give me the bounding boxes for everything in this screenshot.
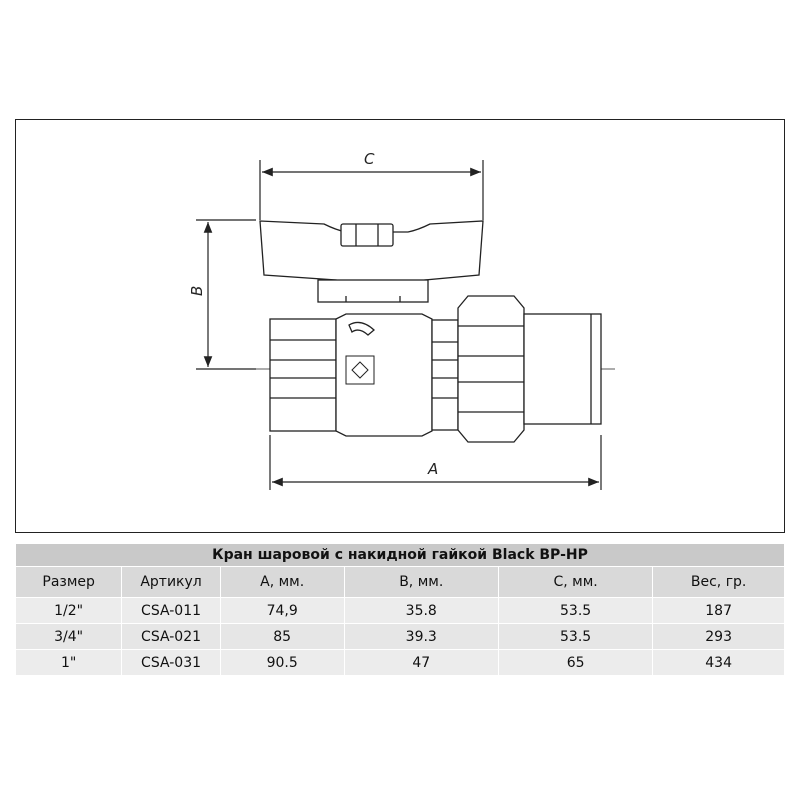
header-a-mm: A, мм. <box>220 567 344 598</box>
handle-nut <box>341 224 393 246</box>
cell-b: 47 <box>344 650 498 676</box>
table-title: Кран шаровой с накидной гайкой Black BP-HP <box>16 544 785 567</box>
header-size: Размер <box>16 567 122 598</box>
cell-b: 39.3 <box>344 624 498 650</box>
cell-c: 53.5 <box>498 624 652 650</box>
valve-stem <box>318 280 428 302</box>
cell-b: 35.8 <box>344 598 498 624</box>
left-body-section <box>270 319 336 431</box>
table-header-row <box>16 567 785 598</box>
dim-a-label: A <box>428 460 439 478</box>
cell-article: CSA-031 <box>122 650 221 676</box>
cell-article: CSA-011 <box>122 598 221 624</box>
cell-weight: 434 <box>653 650 785 676</box>
connector-section <box>432 320 458 430</box>
ball-valve-drawing <box>16 120 786 534</box>
cell-size: 1" <box>16 650 122 676</box>
union-nut <box>458 296 524 442</box>
cell-size: 1/2" <box>16 598 122 624</box>
cell-a: 90.5 <box>220 650 344 676</box>
table-row <box>16 598 785 624</box>
cell-a: 85 <box>220 624 344 650</box>
cell-weight: 187 <box>653 598 785 624</box>
table-row <box>16 624 785 650</box>
specification-table <box>15 543 785 676</box>
cell-c: 65 <box>498 650 652 676</box>
cell-c: 53.5 <box>498 598 652 624</box>
cell-a: 74,9 <box>220 598 344 624</box>
header-weight: Вес, гр. <box>653 567 785 598</box>
header-c-mm: C, мм. <box>498 567 652 598</box>
male-thread-end <box>524 314 601 424</box>
cell-size: 3/4" <box>16 624 122 650</box>
cell-weight: 293 <box>653 624 785 650</box>
header-b-mm: B, мм. <box>344 567 498 598</box>
valve-body <box>260 221 601 442</box>
dim-b-label: B <box>188 285 206 296</box>
technical-drawing-frame <box>15 119 785 533</box>
table-row <box>16 650 785 676</box>
dim-c-label: C <box>364 150 375 168</box>
cell-article: CSA-021 <box>122 624 221 650</box>
header-article: Артикул <box>122 567 221 598</box>
